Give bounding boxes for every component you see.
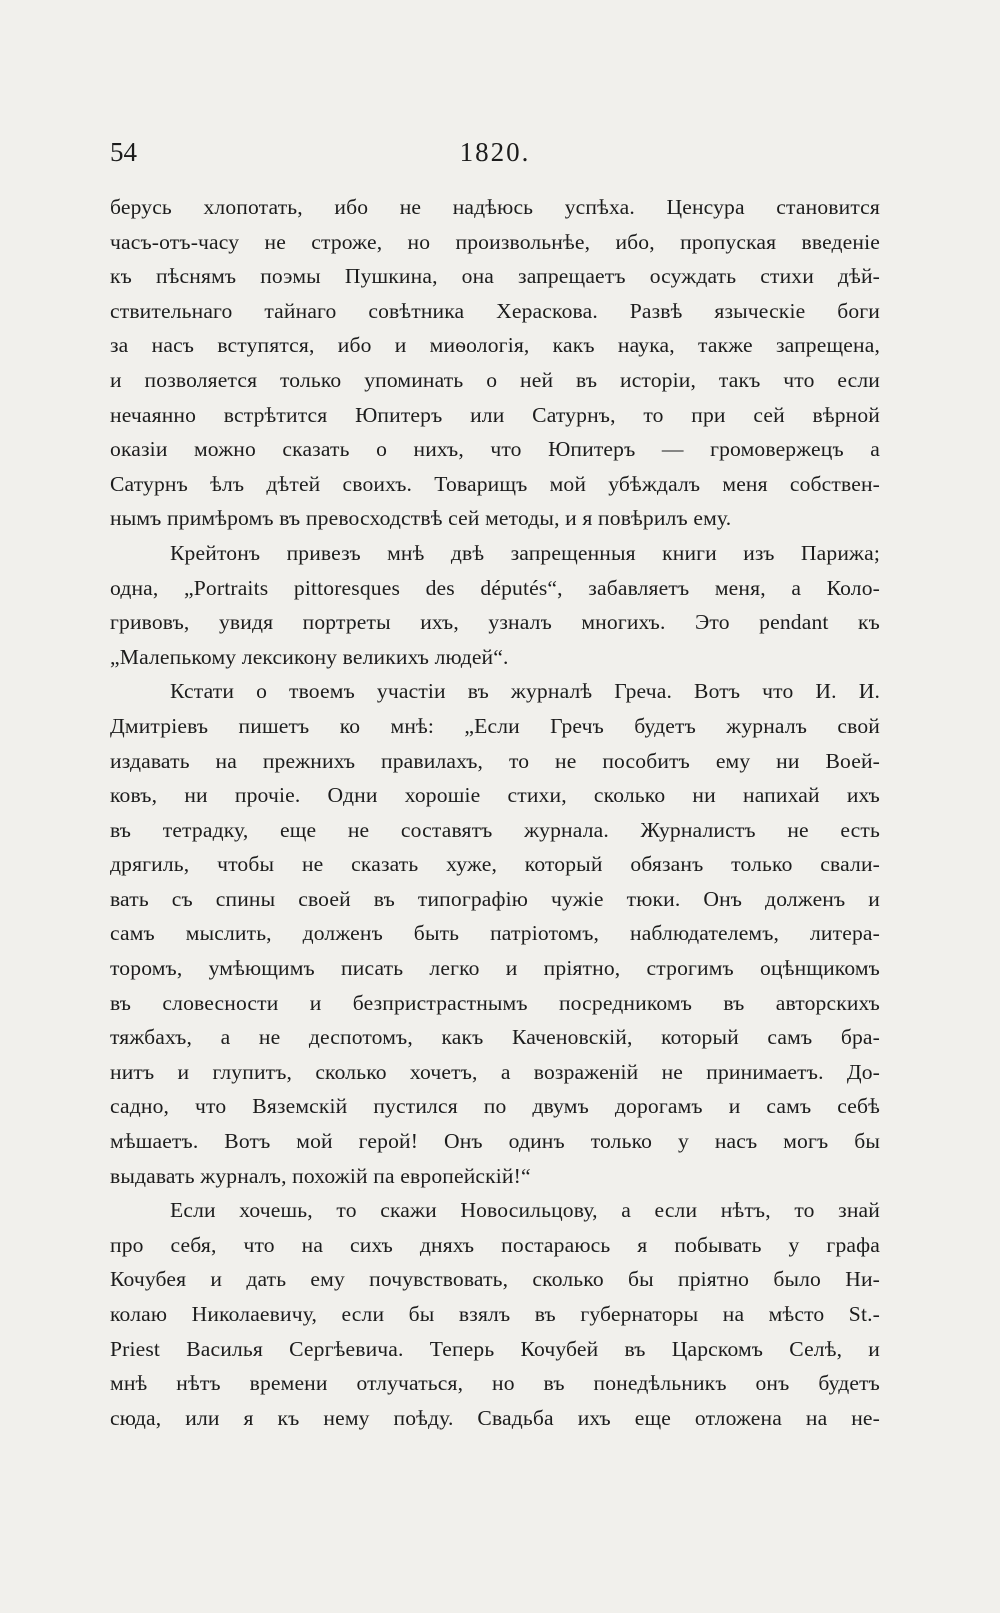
- text-line: Priest Василья Сергѣевича. Теперь Кочубей въ Царскомъ Селѣ, и: [110, 1336, 880, 1361]
- text-line: колаю Николаевичу, если бы взялъ въ губернаторы на мѣсто St.-: [110, 1302, 880, 1326]
- text-line: самъ мыслить, долженъ быть патріотомъ, наблюдателемъ, литера-: [110, 921, 880, 946]
- page-number: 54: [110, 137, 137, 167]
- paragraph-first-line: Если хочешь, то скажи Новосильцову, а если нѣтъ, то знай: [170, 1198, 880, 1223]
- text-line: тяжбахъ, а не деспотомъ, какъ Каченовскій, который самъ бра-: [110, 1025, 880, 1050]
- text-line: нитъ и глупитъ, сколько хочетъ, а возраженій не принимаетъ. До-: [110, 1059, 880, 1084]
- text-line: садно, что Вяземскій пустился по двумъ дорогамъ и самъ себѣ: [110, 1094, 880, 1119]
- text-line: выдавать журналъ, похожій па европейскій!“: [110, 1163, 531, 1188]
- text-line: „Малепькому лексикону великихъ людей“.: [110, 644, 509, 669]
- paragraph-first-line: Кстати о твоемъ участіи въ журналѣ Греча. Вотъ что И. И.: [170, 679, 880, 704]
- text-line: нечаянно встрѣтится Юпитеръ или Сатурнъ, то при сей вѣрной: [110, 402, 880, 427]
- text-line: сюда, или я къ нему поѣду. Свадьба ихъ еще отложена на не-: [110, 1405, 880, 1430]
- text-line: издавать на прежнихъ правилахъ, то не пособитъ ему ни Воей-: [110, 748, 880, 773]
- text-line: къ пѣснямъ поэмы Пушкина, она запрещаетъ осуждать стихи дѣй-: [110, 264, 880, 289]
- text-line: Дмитріевъ пишетъ ко мнѣ: „Если Гречъ будетъ журналъ свой: [110, 713, 880, 738]
- text-line: дрягиль, чтобы не сказать хуже, который обязанъ только свали-: [110, 852, 880, 877]
- text-line: Сатурнъ ѣлъ дѣтей своихъ. Товарищъ мой убѣждалъ меня собствен-: [110, 471, 880, 496]
- text-line: нымъ примѣромъ въ превосходствѣ сей методы, и я повѣрилъ ему.: [110, 506, 732, 531]
- text-line: мѣшаетъ. Вотъ мой герой! Онъ одинъ только у насъ могъ бы: [110, 1129, 880, 1154]
- text-line: и позволяется только упоминать о ней въ исторіи, такъ что если: [110, 367, 880, 392]
- body-text: [110, 190, 880, 1435]
- text-line: мнѣ нѣтъ времени отлучаться, но въ понедѣльникъ онъ будетъ: [110, 1371, 880, 1396]
- text-line: за насъ вступятся, ибо и миѳологія, какъ наука, также запрещена,: [110, 333, 880, 358]
- text-line: вать съ спины своей въ типографію чужіе тюки. Онъ долженъ и: [110, 886, 880, 911]
- running-title: 1820.: [459, 137, 531, 167]
- paragraph-first-line: Крейтонъ привезъ мнѣ двѣ запрещенныя книги изъ Парижа;: [170, 540, 880, 565]
- text-line: часъ-отъ-часу не строже, но произвольнѣе, ибо, пропуская введеніе: [110, 229, 880, 254]
- text-line: въ словесности и безпристрастнымъ посредникомъ въ авторскихъ: [110, 990, 880, 1015]
- text-line: въ тетрадку, еще не составятъ журнала. Журналистъ не есть: [110, 817, 880, 842]
- text-line: Кочубея и дать ему почувствовать, сколько бы пріятно было Ни-: [110, 1267, 880, 1292]
- text-line: ковъ, ни прочіе. Одни хорошіе стихи, сколько ни напихай ихъ: [110, 783, 880, 808]
- running-head: [110, 134, 880, 170]
- text-line: берусь хлопотать, ибо не надѣюсь успѣха. Ценсура становится: [110, 195, 880, 219]
- text-line: ствительнаго тайнаго совѣтника Хераскова. Развѣ языческіе боги: [110, 298, 880, 323]
- text-line: оказіи можно сказать о нихъ, что Юпитеръ — громовержецъ а: [110, 437, 880, 462]
- text-line: торомъ, умѣющимъ писать легко и пріятно, строгимъ оцѣнщикомъ: [110, 956, 880, 981]
- text-line: одна, „Portraits pittoresques des députés“, забавляетъ меня, а Коло-: [110, 575, 880, 600]
- text-line: про себя, что на сихъ дняхъ постараюсь я побывать у графа: [110, 1232, 880, 1257]
- text-line: гривовъ, увидя портреты ихъ, узналъ многихъ. Это pendant къ: [110, 610, 880, 635]
